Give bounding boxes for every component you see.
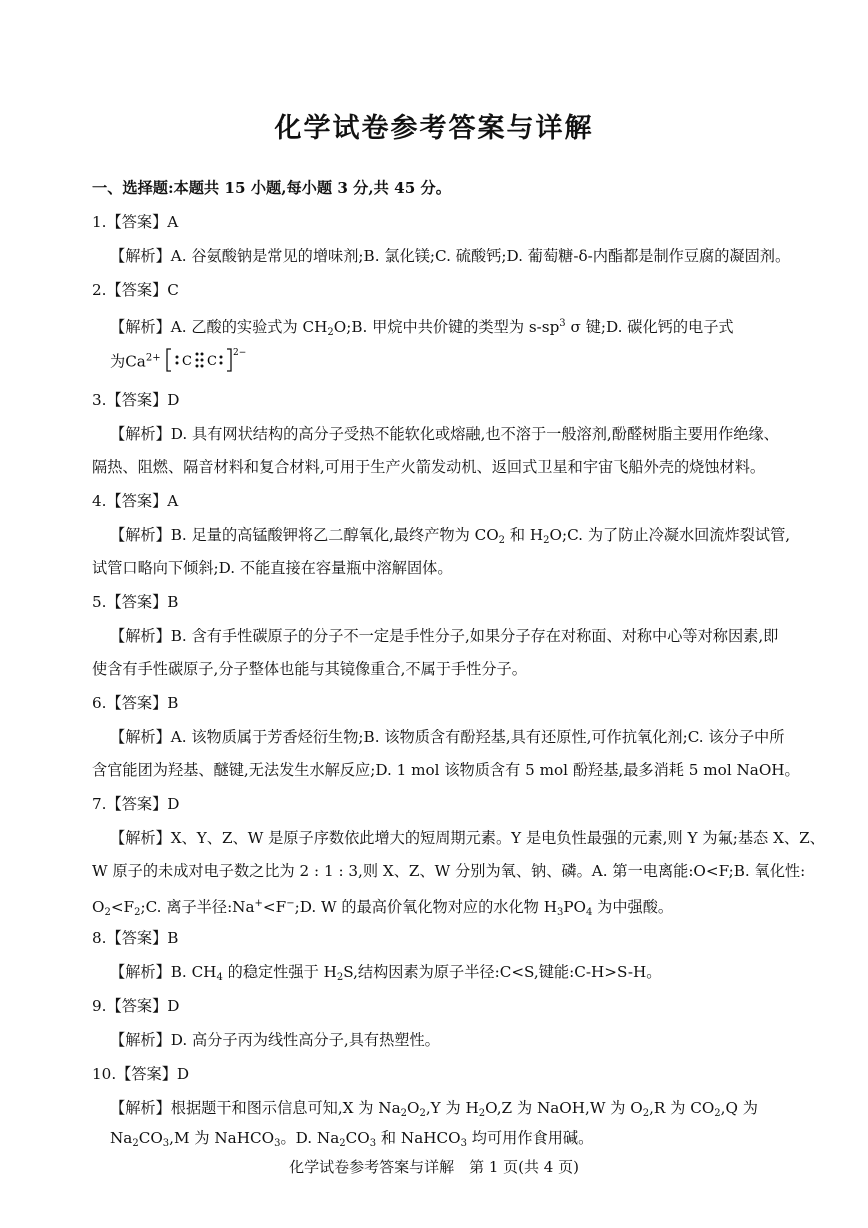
explanation-7-line-2: W 原子的未成对电子数之比为 2 : 1 : 3,则 X、Z、W 分别为氧、钠、磷。A. 第一电离能:O<F;B. 氧化性: (92, 862, 806, 880)
answer-7: 7.【答案】D (92, 795, 180, 813)
explanation-6-line-1: 【解析】A. 该物质属于芳香烃衍生物;B. 该物质含有酚羟基,具有还原性,可作抗氧化剂;C. 该分子中所 (110, 728, 785, 746)
explanation-1: 【解析】A. 谷氨酸钠是常见的增味剂;B. 氯化镁;C. 硫酸钙;D. 葡萄糖-δ-内酯都是制作豆腐的凝固剂。 (110, 247, 791, 265)
electron-formula-carbide (165, 346, 277, 379)
explanation-5-line-2: 使含有手性碳原子,分子整体也能与其镜像重合,不属于手性分子。 (92, 660, 527, 678)
explanation-7-line-1: 【解析】X、Y、Z、W 是原子序数依此增大的短周期元素。Y 是电负性最强的元素,则 Y 为氟;基态 X、Z、 (110, 829, 825, 847)
explanation-5-line-1: 【解析】B. 含有手性碳原子的分子不一定是手性分子,如果分子存在对称面、对称中心等对称因素,即 (110, 627, 779, 645)
explanation-3-line-1: 【解析】D. 具有网状结构的高分子受热不能软化或熔融,也不溶于一般溶剂,酚醛树脂主要用作绝缘、 (110, 425, 779, 443)
explanation-10-line-2: $Na_2CO_3,M$ 为 NaHCO$_3$。D. $Na_2CO_3$ 和 NaHCO$_3$ 均可用作食用碱。 (110, 1129, 594, 1149)
answer-8: 8.【答案】B (92, 929, 179, 947)
explanation-2-line-1: 【解析】A. 乙酸的实验式为 $CH_2O;B$. 甲烷中共价键的类型为 $s-sp^3$ σ 键;D. 碳化钙的电子式 (110, 318, 734, 338)
answer-1: 1.【答案】A (92, 213, 179, 231)
explanation-2-line-2: 为$Ca^{2+}$ C C 2− (110, 346, 277, 379)
explanation-3-line-2: 隔热、阻燃、隔音材料和复合材料,可用于生产火箭发动机、返回式卫星和宇宙飞船外壳的烧蚀材料。 (92, 458, 766, 476)
page-footer: 化学试卷参考答案与详解 第 1 页(共 4 页) (289, 1158, 579, 1176)
carbon-atom-2: C (207, 354, 218, 369)
explanation-4-line-2: 试管口略向下倾斜;D. 不能直接在容量瓶中溶解固体。 (92, 559, 453, 577)
answer-6: 6.【答案】B (92, 694, 179, 712)
answer-5: 5.【答案】B (92, 593, 179, 611)
explanation-4-line-1: 【解析】B. 足量的高锰酸钾将乙二醇氧化,最终产物为 $CO_2$ 和 $H_2O;C$. 为了防止冷凝水回流炸裂试管, (110, 526, 791, 546)
answer-3: 3.【答案】D (92, 391, 180, 409)
anion-charge: 2− (233, 348, 247, 358)
page-title: 化学试卷参考答案与详解 (274, 113, 594, 144)
carbon-atom-1: C (182, 354, 193, 369)
answer-2: 2.【答案】C (92, 281, 179, 299)
explanation-6-line-2: 含官能团为羟基、醚键,无法发生水解反应;D. 1 mol 该物质含有 5 mol 酚羟基,最多消耗 5 mol NaOH。 (92, 761, 800, 779)
answer-4: 4.【答案】A (92, 492, 179, 510)
answer-9: 9.【答案】D (92, 997, 180, 1015)
answer-10: 10.【答案】D (92, 1065, 190, 1083)
explanation-10-line-1: 【解析】根据题干和图示信息可知,X 为 $Na_2O_2,Y$ 为 $H_2O,Z$ 为 NaOH,W 为 $O_2,R$ 为 $CO_2,Q$ 为 (110, 1099, 758, 1119)
explanation-9: 【解析】D. 高分子丙为线性高分子,具有热塑性。 (110, 1031, 440, 1049)
explanation-7-line-3: $O_2<F_2;C$. 离子半径:Na+<F−;D. W 的最高价氧化物对应的水化物 $H_3PO_4$ 为中强酸。 (92, 898, 674, 918)
section-heading: 一、选择题:本题共 15 小题,每小题 3 分,共 45 分。 (92, 179, 451, 197)
explanation-8: 【解析】B. $CH_4$ 的稳定性强于 $H_2S$,结构因素为原子半径:C<S,键能:C-H>S-H。 (110, 963, 662, 983)
